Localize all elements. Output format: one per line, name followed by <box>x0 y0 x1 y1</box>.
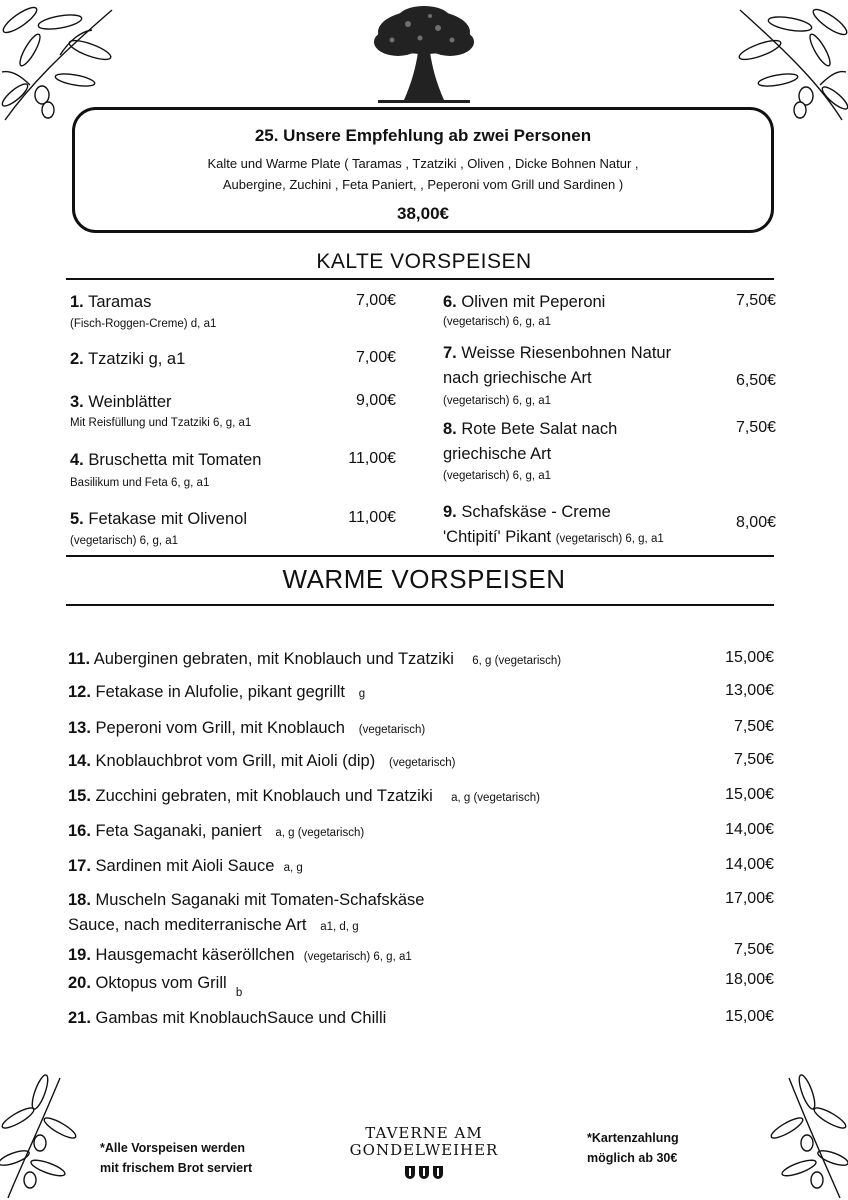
recommendation-box <box>72 107 774 233</box>
menu-item-18-line-2: Sauce, nach mediterranische Art a1, d, g <box>68 916 359 934</box>
menu-item-11: 11. Auberginen gebraten, mit Knoblauch und Tzatziki 6, g (vegetarisch) <box>68 650 562 668</box>
logo-mark-icon <box>403 1165 445 1181</box>
logo-line-1: TAVERNE AM <box>365 1124 483 1142</box>
menu-item-3-name: 3. Weinblätter <box>70 393 172 411</box>
menu-item-19-price: 7,50€ <box>733 941 774 958</box>
menu-item-7-name-line-2: nach griechische Art <box>443 369 592 387</box>
menu-item-6-name: 6. Oliven mit Peperoni <box>443 293 606 311</box>
menu-item-18: 18. Muscheln Saganaki mit Tomaten-Schafskäse <box>68 891 425 909</box>
footer-payment-note: *Kartenzahlung möglich ab 30€ <box>587 1131 679 1165</box>
divider-warme <box>66 604 774 606</box>
recommendation-desc-line-1: Kalte und Warme Plate ( Taramas , Tzatziki , Oliven , Dicke Bohnen Natur , <box>207 156 639 171</box>
section-title-kalte: KALTE VORSPEISEN <box>316 250 532 273</box>
menu-item-4-price: 11,00€ <box>348 450 396 467</box>
menu-item-7-price: 6,50€ <box>735 372 776 389</box>
menu-item-21-price: 15,00€ <box>725 1008 774 1025</box>
menu-item-1-price: 7,00€ <box>355 292 396 309</box>
menu-item-12-price: 13,00€ <box>725 682 774 699</box>
restaurant-logo <box>344 1125 504 1181</box>
menu-item-12: 12. Fetakase in Alufolie, pikant gegrillt g <box>68 683 366 701</box>
menu-item-13-price: 7,50€ <box>733 718 774 735</box>
menu-item-8-name-line-2: griechische Art <box>443 445 552 463</box>
section-title-warme: WARME VORSPEISEN <box>282 564 566 594</box>
olive-tree-icon <box>368 4 480 108</box>
menu-item-15: 15. Zucchini gebraten, mit Knoblauch und Tzatziki a, g (vegetarisch) <box>68 787 540 805</box>
menu-item-9-price: 8,00€ <box>735 514 776 531</box>
menu-item-4-sub: Basilikum und Feta 6, g, a1 <box>70 477 210 489</box>
menu-item-3-sub: Mit Reisfüllung und Tzatziki 6, g, a1 <box>70 417 252 429</box>
menu-item-21: 21. Gambas mit KnoblauchSauce und Chilli <box>68 1009 387 1027</box>
menu-item-8-name: 8. Rote Bete Salat nach <box>443 420 618 438</box>
menu-item-6-price: 7,50€ <box>735 292 776 309</box>
menu-item-13: 13. Peperoni vom Grill, mit Knoblauch (vegetarisch) <box>68 719 426 737</box>
menu-item-2-name: 2. Tzatziki g, a1 <box>70 350 186 368</box>
menu-item-14: 14. Knoblauchbrot vom Grill, mit Aioli (dip) (vegetarisch) <box>68 752 456 770</box>
menu-item-7-sub: (vegetarisch) 6, g, a1 <box>443 395 552 407</box>
divider-kalte-bottom <box>66 555 774 557</box>
menu-item-16-price: 14,00€ <box>725 821 774 838</box>
menu-item-9-name-line-2: 'Chtipití' Pikant (vegetarisch) 6, g, a1 <box>443 528 664 546</box>
footer-bread-note: *Alle Vorspeisen werden mit frischem Brot serviert <box>100 1141 253 1175</box>
olive-branch-bottom-right-icon <box>755 1068 848 1200</box>
menu-item-8-price: 7,50€ <box>735 419 776 436</box>
menu-item-2-price: 7,00€ <box>355 349 396 366</box>
menu-item-9-name: 9. Schafskäse - Creme <box>443 503 611 521</box>
recommendation-price: 38,00€ <box>397 204 449 223</box>
menu-item-17: 17. Sardinen mit Aioli Sauce a, g <box>68 857 303 875</box>
menu-item-5-name: 5. Fetakase mit Olivenol <box>70 510 248 528</box>
menu-item-20: 20. Oktopus vom Grill $_b$ <box>68 974 243 999</box>
menu-item-9-sub: (vegetarisch) 6, g, a1 <box>555 533 664 545</box>
menu-item-1-sub: (Fisch-Roggen-Creme) d, a1 <box>70 318 217 330</box>
menu-item-18-price: 17,00€ <box>725 890 774 907</box>
recommendation-description <box>135 153 711 195</box>
menu-item-8-sub: (vegetarisch) 6, g, a1 <box>443 470 552 482</box>
menu-item-15-price: 15,00€ <box>725 786 774 803</box>
menu-item-7-name: 7. Weisse Riesenbohnen Natur <box>443 344 672 362</box>
menu-item-11-price: 15,00€ <box>725 649 774 666</box>
menu-item-3-price: 9,00€ <box>355 392 396 409</box>
menu-item-4-name: 4. Bruschetta mit Tomaten <box>70 451 262 469</box>
divider-kalte-top <box>66 278 774 280</box>
recommendation-desc-line-2: Aubergine, Zuchini , Feta Paniert, , Peperoni vom Grill und Sardinen ) <box>222 177 624 192</box>
logo-line-2: GONDELWEIHER <box>349 1141 499 1159</box>
menu-item-19: 19. Hausgemacht käseröllchen (vegetarisch) 6, g, a1 <box>68 946 412 964</box>
menu-item-5-price: 11,00€ <box>348 509 396 526</box>
menu-item-17-price: 14,00€ <box>725 856 774 873</box>
menu-item-16: 16. Feta Saganaki, paniert a, g (vegetarisch) <box>68 822 365 840</box>
menu-item-6-sub: (vegetarisch) 6, g, a1 <box>443 316 552 328</box>
menu-item-1-name: 1. Taramas <box>70 293 152 311</box>
menu-item-5-sub: (vegetarisch) 6, g, a1 <box>70 535 179 547</box>
olive-branch-bottom-left-icon <box>0 1068 95 1200</box>
recommendation-title: 25. Unsere Empfehlung ab zwei Personen <box>254 126 592 145</box>
menu-item-20-price: 18,00€ <box>725 971 774 988</box>
menu-item-14-price: 7,50€ <box>733 751 774 768</box>
